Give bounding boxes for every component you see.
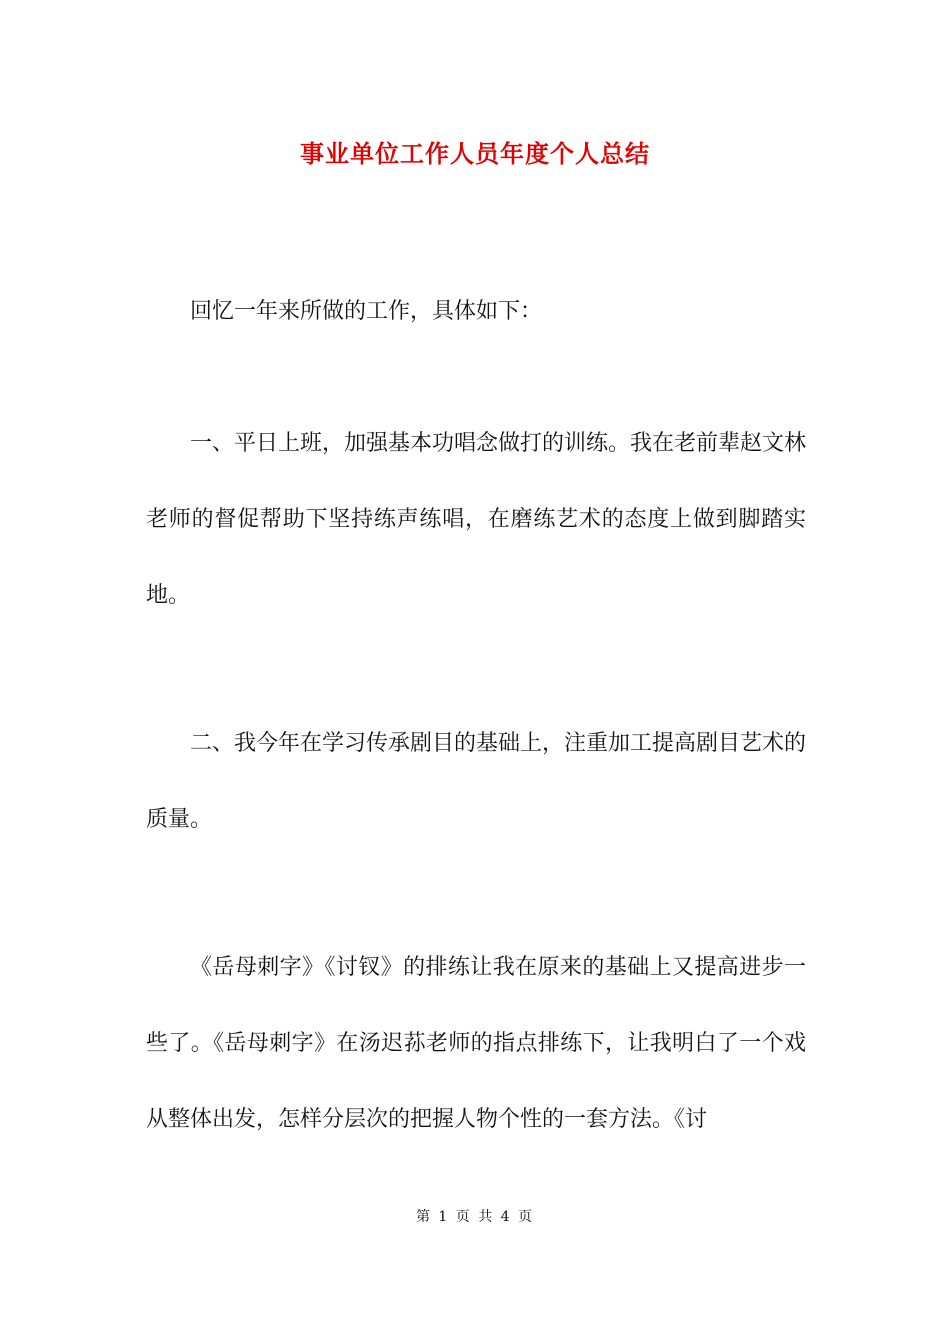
paragraph-section-one: 一、平日上班，加强基本功唱念做打的训练。我在老前辈赵文林老师的督促帮助下坚持练声练唱，在磨练艺术的态度上做到脚踏实地。 [146, 431, 807, 608]
document-title: 事业单位工作人员年度个人总结 [300, 139, 650, 168]
paragraph-intro: 回忆一年来所做的工作，具体如下： [190, 299, 543, 324]
page-footer: 第 1 页 共 4 页 [415, 1209, 535, 1225]
paragraph-rehearsal: 《岳母刺字》《讨钗》的排练让我在原来的基础上又提高进步一些了。《岳母刺字》在汤迟荪老师的指点排练下，让我明白了一个戏从整体出发，怎样分层次的把握人物个性的一套方法。《讨 [146, 955, 806, 1132]
paragraph-section-two: 二、我今年在学习传承剧目的基础上，注重加工提高剧目艺术的质量。 [146, 731, 807, 832]
